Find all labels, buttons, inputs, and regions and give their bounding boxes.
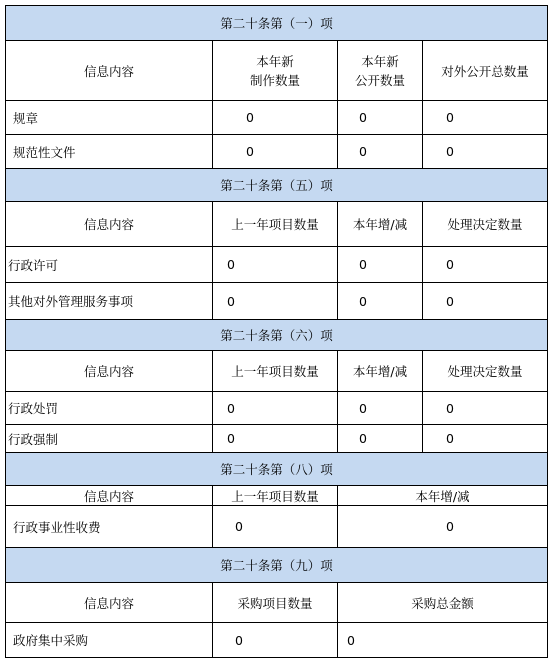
row-value: 0 [337,424,422,452]
header-row [5,350,548,391]
row-value: 0 [212,622,337,658]
row-label: 规范性文件 [5,134,212,168]
row-value: 0 [337,391,422,424]
header-row [5,485,548,505]
row-value: 0 [212,100,337,134]
row-value: 0 [422,246,548,282]
header-row [5,40,548,100]
section-title-row [5,319,548,350]
header-cell: 本年增/减 [337,201,422,246]
header-cell [337,40,422,100]
row-label: 政府集中采购 [5,622,212,658]
row-value: 0 [212,282,337,319]
disclosure-table [5,5,548,658]
header-line: 本年新 公开数量 [354,53,405,88]
row-value: 0 [422,282,548,319]
row-label: 行政许可 [5,246,212,282]
table-row [5,134,548,168]
header-cell: 信息内容 [5,485,212,505]
header-cell: 信息内容 [5,350,212,391]
row-value: 0 [337,246,422,282]
table-row [5,505,548,547]
section-title: 第二十条第（九）项 [5,547,548,582]
header-cell: 信息内容 [5,40,212,100]
header-line: 本年新 制作数量 [249,53,300,88]
header-cell: 本年增/减 [337,350,422,391]
row-label: 行政处罚 [5,391,212,424]
row-value: 0 [337,282,422,319]
table-row [5,424,548,452]
header-cell: 信息内容 [5,201,212,246]
header-row [5,201,548,246]
section-title-row [5,547,548,582]
row-value: 0 [212,134,337,168]
row-label: 规章 [5,100,212,134]
header-cell: 处理决定数量 [422,350,548,391]
header-cell: 采购项目数量 [212,582,337,622]
header-cell: 处理决定数量 [422,201,548,246]
row-value: 0 [337,134,422,168]
table-row [5,282,548,319]
header-cell: 信息内容 [5,582,212,622]
section-title: 第二十条第（一）项 [5,5,548,40]
row-value: 0 [422,424,548,452]
section-title: 第二十条第（六）项 [5,319,548,350]
header-cell: 上一年项目数量 [212,201,337,246]
row-value: 0 [212,424,337,452]
row-value: 0 [212,246,337,282]
header-cell: 上一年项目数量 [212,350,337,391]
section-title-row [5,452,548,485]
header-cell: 采购总金额 [337,582,548,622]
row-value: 0 [212,505,337,547]
table-row [5,246,548,282]
section-title-row [5,5,548,40]
section-title: 第二十条第（八）项 [5,452,548,485]
table-row [5,622,548,658]
row-value: 0 [422,100,548,134]
header-cell: 对外公开总数量 [422,40,548,100]
row-label: 行政事业性收费 [5,505,212,547]
row-value: 0 [337,622,548,658]
row-value: 0 [337,505,548,547]
header-cell: 上一年项目数量 [212,485,337,505]
row-value: 0 [422,391,548,424]
section-title-row [5,168,548,201]
row-label: 其他对外管理服务事项 [5,282,212,319]
table-row [5,391,548,424]
section-title: 第二十条第（五）项 [5,168,548,201]
row-value: 0 [337,100,422,134]
row-value: 0 [212,391,337,424]
header-row [5,582,548,622]
header-cell: 本年增/减 [337,485,548,505]
row-value: 0 [422,134,548,168]
header-cell [212,40,337,100]
row-label: 行政强制 [5,424,212,452]
table-row [5,100,548,134]
